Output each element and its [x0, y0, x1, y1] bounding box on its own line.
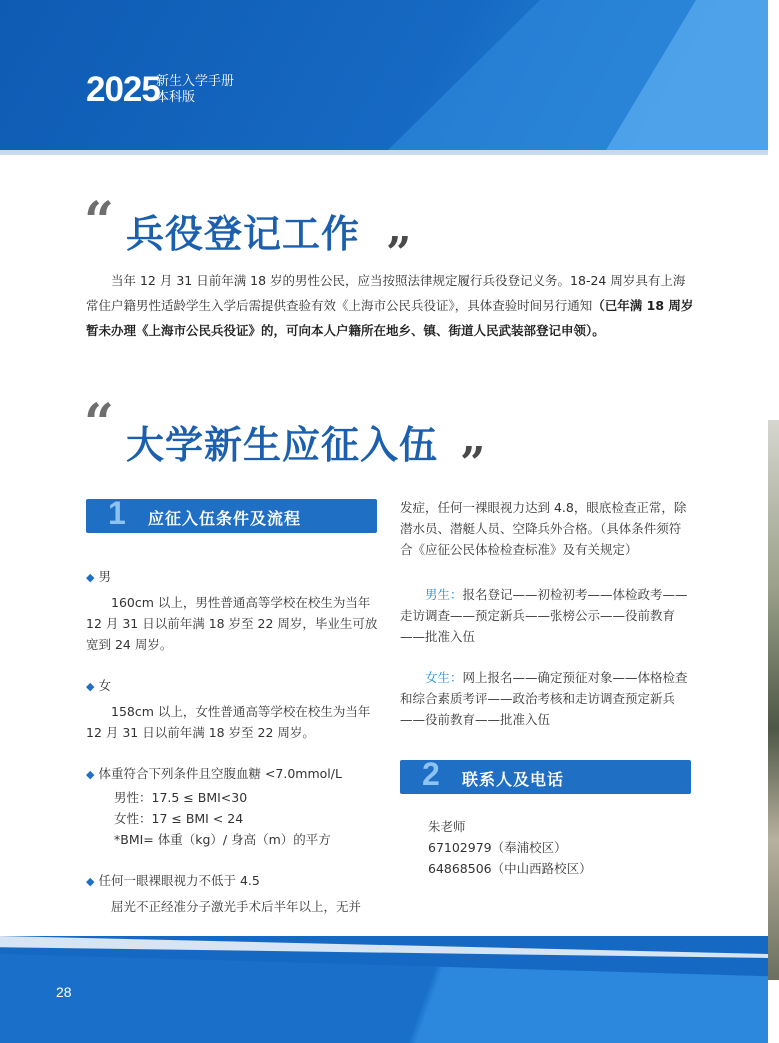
vision-condition-heading: ◆ 任何一眼裸眼视力不低于 4.5 [86, 873, 260, 888]
footer-blue-panel [0, 954, 768, 1043]
bmi-female: 女性：17 ≤ BMI < 24 [114, 811, 244, 826]
bmi-criteria [86, 787, 378, 850]
header-divider [0, 150, 768, 155]
section-title-military-registration: 兵役登记工作 [126, 212, 361, 256]
contact-info [428, 816, 688, 879]
female-process [400, 667, 692, 730]
female-condition-heading: ◆ 女 [86, 678, 111, 693]
subsection-header-contact [400, 756, 691, 794]
diamond-bullet-icon: ◆ [86, 768, 95, 781]
female-process-steps: 网上报名——确定预征对象——体格检查和综合素质考评——政治考核和走访调查预定新兵——役前教育——批准入伍 [400, 670, 688, 727]
registration-note-bold: （已年满 18 周岁暂未办理《上海市公民兵役证》的，可向本人户籍所在地乡、镇、街道人民武装部登记申领）。 [86, 298, 694, 338]
subsection-title: 应征入伍条件及流程 [148, 509, 302, 528]
contact-name: 朱老师 [428, 819, 466, 834]
male-process [400, 584, 692, 647]
side-photo [768, 420, 779, 980]
subsection-title: 联系人及电话 [462, 770, 565, 789]
subsection-number: 2 [422, 756, 440, 792]
diamond-bullet-icon: ◆ [86, 875, 95, 888]
bmi-formula: *BMI= 体重（kg）/ 身高（m）的平方 [114, 832, 331, 847]
bmi-male: 男性：17.5 ≤ BMI<30 [114, 790, 248, 805]
male-condition-text: 160cm 以上，男性普通高等学校在校生为当年 12 月 31 日以前年满 18 岁至 22 周岁，毕业生可放宽到 24 周岁。 [86, 595, 378, 652]
female-process-label: 女生： [425, 670, 463, 685]
page-number: 28 [56, 984, 72, 1000]
registration-text: 当年 12 月 31 日前年满 18 岁的男性公民，应当按照法律规定履行兵役登记义务。18-24 周岁具有上海常住户籍男性适龄学生入学后需提供查验有效《上海市公民兵役证》，具体查验时间另行通知 [86, 273, 686, 313]
handbook-edition: 本科版 [156, 90, 196, 105]
handbook-subtitle [156, 74, 234, 106]
conditions-right-column [400, 497, 692, 730]
male-process-steps: 报名登记——初检初考——体检政考——走访调查——预定新兵——张榜公示——役前教育——批准入伍 [400, 587, 688, 644]
handbook-title: 新生入学手册 [156, 74, 235, 89]
male-condition-heading: ◆ 男 [86, 569, 111, 584]
quote-open-mark: “ [84, 393, 114, 454]
vision-condition-text: 屈光不正经准分子激光手术后半年以上，无并 [111, 899, 362, 914]
weight-condition-heading: ◆ 体重符合下列条件且空腹血糖 <7.0mmol/L [86, 766, 342, 781]
vision-condition-continued: 发症，任何一裸眼视力达到 4.8，眼底检查正常，除潜水员、潜艇人员、空降兵外合格。（具体条件须符合《应征公民体检检查标准》及有关规定） [400, 500, 687, 557]
contact-phone-zhongshan: 64868506（中山西路校区） [428, 861, 592, 876]
subsection-header-conditions [86, 495, 377, 533]
male-process-label: 男生： [425, 587, 463, 602]
subsection-number: 1 [108, 495, 126, 531]
diamond-bullet-icon: ◆ [86, 680, 95, 693]
diamond-bullet-icon: ◆ [86, 571, 95, 584]
contact-phone-fengpu: 67102979（奉浦校区） [428, 840, 567, 855]
quote-close-mark: ” [460, 438, 486, 489]
quote-close-mark: ” [386, 228, 412, 279]
footer-band [0, 936, 768, 1043]
military-registration-paragraph [86, 268, 696, 343]
handbook-year: 2025 [86, 70, 160, 109]
conditions-left-column [86, 566, 378, 917]
female-condition-text: 158cm 以上，女性普通高等学校在校生为当年 12 月 31 日以前年满 18 岁至 22 周岁。 [86, 704, 371, 740]
section-title-enlistment: 大学新生应征入伍 [126, 423, 439, 467]
quote-open-mark: “ [84, 191, 114, 252]
